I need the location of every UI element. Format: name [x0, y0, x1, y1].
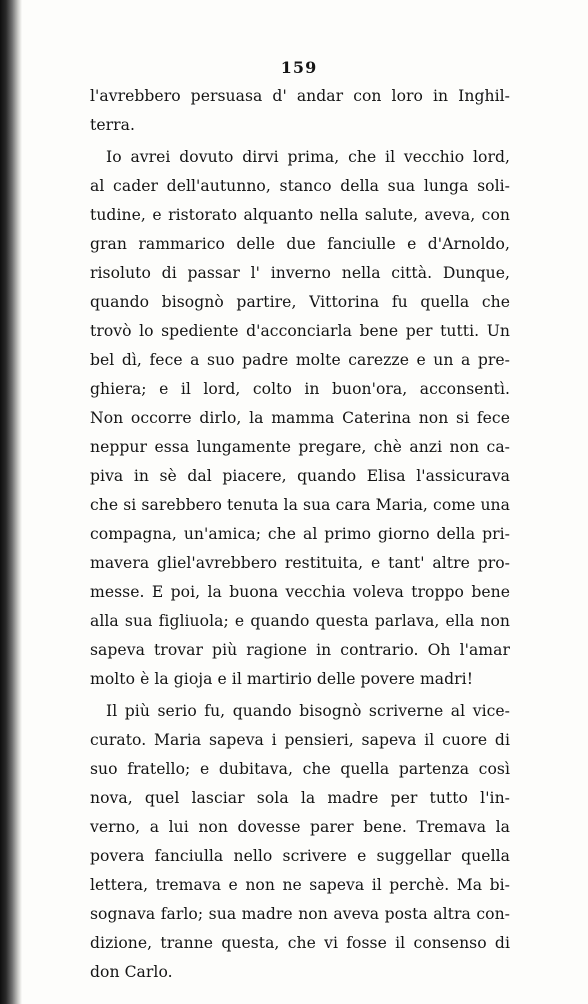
text-line: verno, a lui non dovesse parer bene. Tremava la	[90, 818, 510, 836]
paragraph	[90, 82, 510, 140]
text-line: nova, quel lasciar sola la madre per tutto l'in-	[90, 789, 510, 807]
page-binding-shadow	[0, 0, 22, 1004]
text-line: l'avrebbero persuasa d' andar con loro in Inghil-	[90, 87, 510, 105]
text-line: piva in sè dal piacere, quando Elisa l'assicurava	[90, 467, 510, 485]
text-line: sognava farlo; sua madre non aveva posta altra con-	[90, 905, 510, 923]
text-line: al cader dell'autunno, stanco della sua lunga soli-	[90, 177, 510, 195]
text-line: risoluto di passar l' inverno nella città. Dunque,	[90, 264, 510, 282]
text-line: suo fratello; e dubitava, che quella partenza così	[90, 760, 510, 778]
text-line: bel dì, fece a suo padre molte carezze e un a pre-	[90, 351, 510, 369]
text-line: lettera, tremava e non ne sapeva il perchè. Ma bi-	[90, 876, 510, 894]
paragraph	[90, 143, 510, 694]
text-line: compagna, un'amica; che al primo giorno della pri-	[90, 525, 510, 543]
paragraph	[90, 697, 510, 987]
text-line: che si sarebbero tenuta la sua cara Maria, come una	[90, 496, 510, 514]
text-line: curato. Maria sapeva i pensieri, sapeva il cuore di	[90, 731, 510, 749]
text-line: ghiera; e il lord, colto in buon'ora, acconsentì.	[90, 380, 510, 398]
text-line: quando bisognò partire, Vittorina fu quella che	[90, 293, 510, 311]
text-line: terra.	[90, 116, 135, 134]
text-line: molto è la gioja e il martirio delle povere madri!	[90, 670, 474, 688]
text-line: Il più serio fu, quando bisognò scriverne al vice-	[106, 702, 510, 720]
text-line: tudine, e ristorato alquanto nella salute, aveva, con	[90, 206, 510, 224]
text-line: Io avrei dovuto dirvi prima, che il vecchio lord,	[106, 148, 510, 166]
text-line: mavera gliel'avrebbero restituita, e tant' altre pro-	[90, 554, 510, 572]
text-line: don Carlo.	[90, 963, 173, 981]
text-line: neppur essa lungamente pregare, chè anzi non ca-	[90, 438, 510, 456]
text-line: gran rammarico delle due fanciulle e d'Arnoldo,	[90, 235, 510, 253]
text-line: messe. E poi, la buona vecchia voleva troppo bene	[90, 583, 510, 601]
page-number: 159	[280, 58, 318, 77]
text-line: trovò lo spediente d'acconciarla bene per tutti. Un	[90, 322, 510, 340]
text-line: Non occorre dirlo, la mamma Caterina non si fece	[90, 409, 510, 427]
text-line: dizione, tranne questa, che vi fosse il consenso di	[90, 934, 510, 952]
text-line: povera fanciulla nello scrivere e suggellar quella	[90, 847, 510, 865]
body-text	[90, 82, 510, 987]
text-line: sapeva trovar più ragione in contrario. Oh l'amar	[90, 641, 510, 659]
text-line: alla sua figliuola; e quando questa parlava, ella non	[90, 612, 510, 630]
